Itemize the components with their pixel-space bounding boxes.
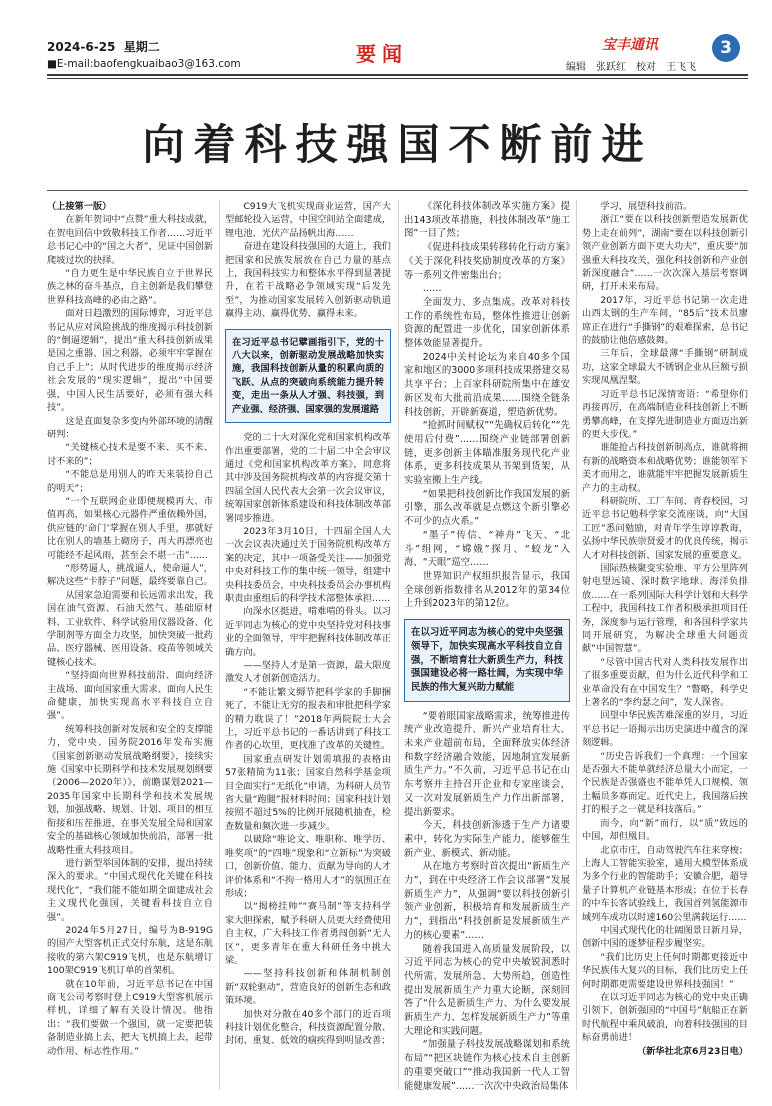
pull-quote-1: 在习近平总书记擘画指引下，党的十八大以来，创新驱动发展战略加快实施，我国科技创新从量的积累向质的飞跃、从点的突破向系统能力提升转变，走出一条从人才强、科技强，到产业强、经济强、国家强的发展道路 [225,329,391,423]
paragraph: 科研院所、工厂车间、青春校园，习近平总书记勉科学家交流座谈，向“大国工匠”悉问勉励，对青年学生谆谆教诲，弘扬中华民族崇贤爱才的优良传统，揭示人才对科技创新、国家发展的重要意义。 [582,495,748,561]
paragraph: “我们比历史上任何时期都更接近中华民族伟大复兴的目标，我们比历史上任何时期都更需要建设世界科技强国！” [582,951,748,990]
paragraph: 进行新型举国体制的安排，提出持续深入的要求。“中国式现代化关键在科技现代化”，“我们能不能如期全面建成社会主义现代化强国，关键看科技自立自强”。 [47,857,213,923]
paragraph: “形势逼人，挑战逼人，使命逼人”，解决这些“卡脖子”问题，最终要靠自己。 [47,562,213,588]
column-2 [225,200,391,1080]
paragraph: 以“揭榜挂帅”“赛马制”等支持科学家大胆探索，赋予科研人员更大经费使用自主权，广大科技工作者勇闯创新“无人区”，更多青年在重大科研任务中挑大梁。 [225,901,391,966]
paragraph: 北京市庄，自动驾驶汽车往来穿梭；上海人工智能实验室，通用大模型体系成为多个行业的智能助手；安徽合肥，超导量子计算机产业链基本形成；在位于长春的中车长客试验线上，我国首列氢能源市域列车成功以时速160公里满载运行…… [582,844,748,923]
paragraph: “关键核心技术是要不来、买不来、讨不来的”； [47,442,213,467]
paragraph: 回望中华民族苦难深重的岁月，习近平总书记一语揭示出历史演进中蕴含的深刻逻辑。 [582,710,748,749]
paragraph: …… [422,283,442,295]
paragraph: “要着眼国家战略需求，统筹推进传统产业改造提升、新兴产业培育壮大、未来产业超前布局，全面释放实体经济和数字经济融合效能，因地制宜发展新质生产力。”不久前，习近平总书记在山东考察并主持召开企业和专家座谈会，又一次对发展新质生产力作出新部署，提出新要求。 [404,710,570,818]
paragraph: 2024年5月27日，编号为B-919G的国产大型客机正式交付东航，这是东航接收的第六架C919飞机，也是东航增订100架C919飞机订单的首架机。 [47,924,213,977]
paragraph: 2024中关村论坛为来自40多个国家和地区的3000多项科技成果搭建交易共享平台；上百家科研院所集中在雄安新区发布大批前沿成果……围绕全链条科技创新，开辟新赛道，塑造新优势。 [404,351,570,418]
paragraph: “不能让繁文缛节把科学家的手脚捆死了，不能让无穷的报表和审批把科学家的精力耽误了！”2018年两院院士大会上，习近平总书记的一番话讲到了科技工作者的心坎里，更找准了改革的关键性。 [225,686,391,752]
paragraph: 谁能抢占科技创新制高点，谁就将拥有新的战略资本和战略优势；谁能领军下美才而用之，谁就能牢牢把握发展新质生产力的主动权。 [582,442,748,494]
paragraph: 中国式现代化的壮阔图景日新月异，创新中国的逐梦征程步履坚实。 [582,924,748,950]
headline-rule [47,190,748,191]
column-3-bottom [404,710,570,1094]
column-2-bottom [225,431,391,1048]
paragraph: 世界知识产权组织报告显示，我国全球创新指数排名从2012年的第34位上升到2023年的第12位。 [404,570,570,610]
paragraph: 《深化科技体制改革实施方案》提出143项改革措施，科技体制改革“施工图”一目了然； [404,201,570,240]
paragraph: 从在地方考察时首次提出“新质生产力”，到在中央经济工作会议部署“发展新质生产力”，从强调“要以科技创新引领产业创新，积极培育和发展新质生产力”，到指出“科技创新是发展新质生产力的核心要素”…… [404,861,570,941]
paragraph: （上接第一版） [47,201,112,212]
paragraph: 2023年3月10日，十四届全国人大一次会议表决通过关于国务院机构改革方案的决定，其中一项备受关注——加强党中央对科技工作的集中统一领导，组建中央科技委员会，中央科技委员会办事机构职责由重组后的科学技术部整体承担…… [225,525,391,604]
column-2-top [225,200,391,321]
paragraph: 在新年贺词中“点赞”重大科技成就，在贺电回信中致敬科技工作者……习近平总书记心中的“国之大者”，见证中国创新爬坡过坎的抉择。 [47,214,213,266]
paragraph: 向深水区挺进，啃难啃的骨头。以习近平同志为核心的党中央坚持党对科技事业的全面领导，牢牢把握科技体制改革正确方向。 [225,606,391,658]
headline: 向着科技强国不断前进 [142,120,653,169]
paragraph: “墨子”传信、“神舟”飞天、“北斗”组网，“嫦娥”探月、“蛟龙”入海、“天眼”巡空…… [404,529,570,569]
column-4-body [582,200,748,1045]
page-number-badge: 3 [712,34,740,62]
paragraph: 国家重点研发计划需填报的表格由57张精简为11张；国家自然科学基金项目全面实行“无纸化”申请，为科研人员节省大量“跑腿”报材料时间；国家科技计划按照不超过5%的比例开展随机抽查，检查数量和频次进一步减少。 [225,753,391,832]
paragraph: 随着我国进入高质量发展阶段，以习近平同志为核心的党中央敏锐洞悉时代所需、发展所急、大势所趋，创造性提出发展新质生产力重大论断，深刻回答了“什么是新质生产力、为什么要发展新质生产力、怎样发展新质生产力”等重大理论和实践问题。 [404,943,570,1037]
column-3-top [404,200,570,611]
paragraph: 2017年，习近平总书记第一次走进山西太钢的生产车间，“85后”技术员廖席正在进行“手撕钢”的艰难探索，总书记的鼓励让他倍感鼓舞。 [582,294,748,347]
column-divider [219,200,220,1090]
section-title: 要闻 [356,42,408,66]
header-rule [47,74,748,76]
paragraph: “不能总是用别人的昨天来装扮自己的明天”； [47,469,213,494]
paragraph: “抢抓时间赋权”“先确权后转化”“先使用后付费”……围绕产业链部署创新链，更多创新主体瞄准服务现代化产业体系，更多科技成果从书架到货架，从实验室搬上生产线。 [404,420,570,487]
column-1 [47,200,213,1080]
paragraph: 今天，科技创新渗透于生产力诸要素中，转化为实际生产能力，能够催生新产业、新模式、新动能。 [404,820,570,859]
column-divider [398,200,399,1090]
paragraph: “尽管中国古代对人类科技发展作出了很多重要贡献，但为什么近代科学和工业革命没有在中国发生？”瞥略，科学史上著名的“李约瑟之问”，发人深省。 [582,656,748,709]
paragraph: 就在10年前，习近平总书记在中国商飞公司考察时登上C919大型客机展示样机，详细了解有关设计情况。他指出：“我们要做一个强国，就一定要把装备制造业搞上去，把大飞机搞上去，起带动作用、标志性作用。” [47,978,213,1057]
paragraph: 国际热核聚变实验堆、平方公里阵列射电望远镜、深时数字地球、海洋负排放……在一系列国际大科学计划和大科学工程中，我国科技工作者积极承担项目任务，深度参与运行管理，和各国科学家共同开展研究，为解决全球重大问题贡献“中国智慧”。 [582,562,748,655]
paragraph: 以破除“唯论文、唯职称、唯学历、唯奖项”的“四唯”现象和“立新标”为突破口，创新价值、能力、贡献为导向的人才评价体系和“不拘一格用人才”的氛围正在形成； [225,834,391,899]
issue-date: 2024-6-25 星期二 [47,40,160,54]
paragraph: 而今，向“新”而行，以“质”致远的中国，却但凰目。 [582,817,748,843]
paragraph: 学习，展望科技前沿。 [600,201,693,212]
paragraph: 三年后，全球最薄“手撕钢”研制成功，这家全球最大不锈钢企业从巨额亏损实现凤凰涅槃。 [582,348,748,387]
paragraph: “一个互联网企业即便规模再大、市值再高，如果核心元器件严重依赖外国，供应链的‘命门’掌握在别人手里，那就好比在别人的墙基上砌房子，再大再漂亮也可能经不起风雨，甚至会不堪一击”…… [47,495,213,561]
column-divider [576,200,577,1090]
paragraph: 《促进科技成果转移转化行动方案》《关于深化科技奖励制度改革的方案》等一系列文件密集出台； [404,242,570,281]
paragraph: “加强量子科技发展战略谋划和系统布局”“把区块链作为核心技术自主创新的重要突破口”“推动我国新一代人工智能健康发展”……一次次中央政治局集体 [404,1039,570,1092]
paragraph: 习近平总书记深情寄语：“希望你们再接再厉，在高端制造业科技创新上不断勇攀高峰，在支撑先进制造业方面迈出新的更大步伐。” [582,388,748,440]
paragraph: 奋进在建设科技强国的大道上，我们把国家和民族发展放在自己力量的基点上，我国科技实力和整体水平得到显著提升，在若干战略必争领域实现“后发先至”，为推动国家发展转入创新驱动轨道赢得主动、赢得优势、赢得未来。 [225,241,391,320]
paragraph: “如果把科技创新比作我国发展的新引擎，那么改革就是点燃这个新引擎必不可少的点火系。” [404,488,570,528]
paragraph: 加快对分散在40多个部门的近百项科技计划优化整合，科技资源配置分散、封闭、重复、低效的痼疾得到明显改善； [225,1008,391,1047]
paragraph: “自力更生是中华民族自立于世界民族之林的奋斗基点，自主创新是我们攀登世界科技高峰的必由之路”。 [47,268,213,306]
paragraph: 这是直面复杂多变内外部环境的清醒研判： [47,415,213,440]
paragraph: C919大飞机实现商业运营，国产大型邮轮投入运营，中国空间站全面建成，锂电池、光伏产品扬帆出海…… [225,201,391,239]
paragraph: 在以习近平同志为核心的党中央正确引领下，创新强国的“中国号”航船正在新时代航程中乘风破浪，向着科技强国的目标奋勇前进！ [582,991,748,1044]
paragraph: “坚持面向世界科技前沿、面向经济主战场、面向国家重大需求、面向人民生命健康，加快实现高水平科技自立自强”。 [47,670,213,722]
paragraph: 浙江“要在以科技创新塑造发展新优势上走在前列”，湖南“要在以科技创新引领产业创新方面下更大功夫”，重庆要“加强重大科技攻关，强化科技创新和产业创新深度融合”……一次次深入基层考察调研，打开未来布局。 [582,214,748,293]
paragraph: 统筹科技创新对发展和安全的支撑能力，党中央、国务院2016年发布实施《国家创新驱动发展战略纲要》，接续实施《国家中长期科学和技术发展规划纲要（2006—2020年）》，前瞻谋划2021—2035年国家中长期科学和技术发展规划，加强战略、规划、计划、项目的相互衔接和压茬推进，在事关发展全局和国家安全的基础核心领域加快前沿，部署一批战略性重大科技项目。 [47,723,213,856]
paragraph: 面对日趋激烈的国际博弈，习近平总书记从应对风险挑战的维度揭示科技创新的“倒逼逻辑”，提出“重大科技创新成果是国之重器、国之利器，必须牢牢掌握在自己手上”；从时代进步的维度揭示经济社会发展的“现实逻辑”，提出“中国要强，中国人民生活要好，必须有强大科技”。 [47,308,213,414]
header-rule-thin [47,78,748,79]
paper-logo: 宝丰通讯 [602,37,658,53]
staff-credits: 编辑 张跃红 校对 王飞飞 [566,62,696,73]
paragraph: 党的二十大对深化党和国家机构改革作出重要部署，党的二十届二中全会审议通过《党和国家机构改革方案》，同意将其中涉及国务院机构改革的内容提交第十四届全国人民代表大会第一次会议审议，统筹国家创新体系建设和科技体制改革部署同步推进。 [225,432,391,524]
pull-quote-2: 在以习近平同志为核心的党中央坚强领导下，加快实现高水平科技自立自强，不断培育壮大新质生产力，科技强国建设必将一路壮阔，为实现中华民族的伟大复兴助力赋能 [404,619,570,702]
source-credit: （新华社北京6月23日电） [636,1045,748,1057]
email-address: ■E-mail:baofengkuaibao3@163.com [47,58,241,70]
paragraph: ——坚持科技创新和体制机制创新“双轮驱动”，营造良好的创新生态和政策环境。 [225,968,391,1007]
paragraph: ——坚持人才是第一资源，最大限度激发人才创新创造活力。 [225,660,391,685]
paragraph: “历史告诉我们一个真理：一个国家是否强大不能单就经济总量大小而定，一个民族是否强盛也不能单凭人口规模、领土幅员多寡而定。近代史上，我国落后挨打的根子之一就是科技落后。” [582,750,748,816]
paragraph: 从国家急迫需要和长远需求出发，我国在油气资源、石油天然气、基础原材料、工业软件、科学试验用仪器设备、化学制剂等方面全力攻坚，加快突破一批药品、医疗器械、医用设备、疫苗等领域关键核心技术。 [47,589,213,668]
paragraph: 全面发力、多点集成。改革对科技工作的系统性布局，整体性推进让创新资源的配置进一步优化，国家创新体系整体效能显著提升。 [404,296,570,350]
column-4 [582,200,748,1080]
column-3 [404,200,570,1092]
